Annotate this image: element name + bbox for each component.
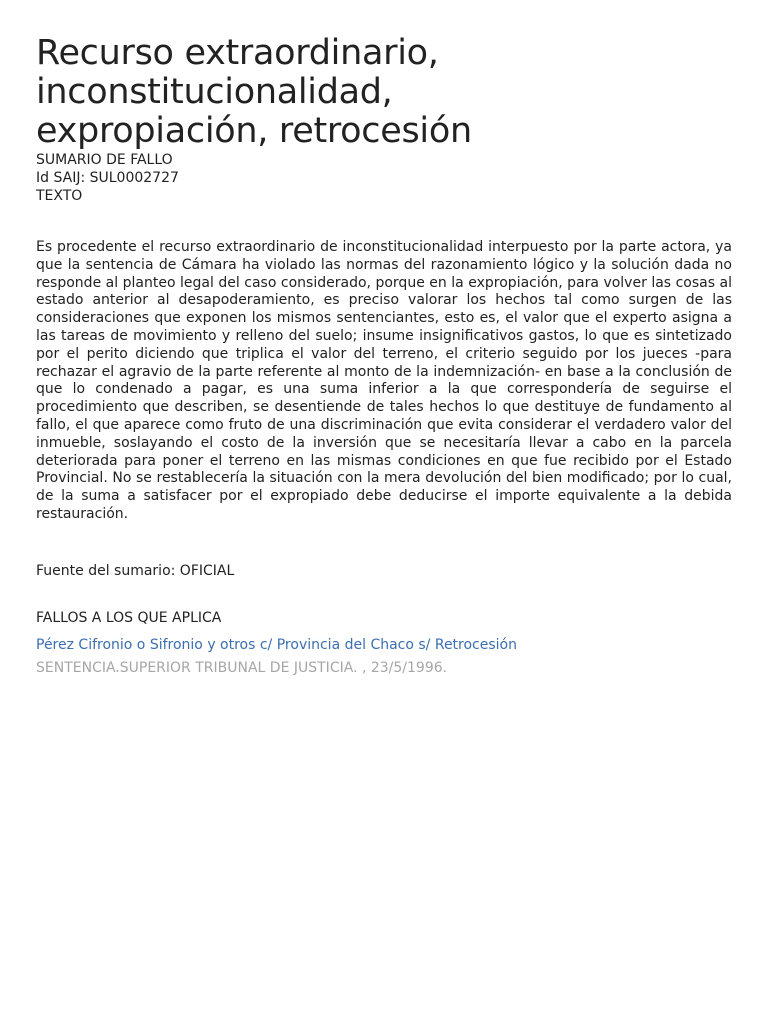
section-label: TEXTO [36,188,83,204]
title-line: Recurso extraordinario, [36,33,439,73]
title-line: inconstitucionalidad, [36,72,393,112]
case-court-info: SENTENCIA.SUPERIOR TRIBUNAL DE JUSTICIA. , 23/5/1996. [36,659,448,676]
summary-source: Fuente del sumario: OFICIAL [36,562,235,579]
document-page [36,34,732,677]
document-meta [36,151,732,205]
page-title [36,34,732,151]
title-line: expropiación, retrocesión [36,111,472,151]
summary-body: Es procedente el recurso extraordinario de inconstitucionalidad interpuesto por la parte actora, ya que la sentencia de Cámara ha violado las normas del razonamiento lógico y la solución dada no responde al planteo legal del caso considerado, porque en la expropiación, para volver las cosas al estado anterior al desapoderamiento, es preciso valorar los hechos tal como surgen de las consideraciones que exponen los mismos sentenciantes, esto es, el valor que el experto asigna a las tareas de movimiento y relleno del suelo; insume insignificativos gastos, lo que es sintetizado por el perito diciendo que triplica el valor del terreno, el criterio seguido por los jueces -para rechazar el agravio de la parte referente al monto de la indemnización- en base a la conclusión de que lo condenado a pagar, es una suma inferior a la que correspondería de seguirse el procedimiento que describen, se desentiende de tales hechos lo que destituye de fundamento al fallo, el que aparece como fruto de una discriminación que evita considerar el verdadero valor del inmueble, soslayando el costo de la inversión que se necesitaría llevar a cabo en la parcela deteriorada para poner el terreno en las mismas condiciones en que fue recibido por el Estado Provincial. No se restablecería la situación con la mera devolución del bien modificado; por lo cual, de la suma a satisfacer por el expropiado debe deducirse el importe equivalente a la debida restauración. [36,239,732,522]
case-link[interactable]: Pérez Cifronio o Sifronio y otros c/ Provincia del Chaco s/ Retrocesión [36,636,517,653]
doc-type-label: SUMARIO DE FALLO [36,152,173,168]
saij-id: Id SAIJ: SUL0002727 [36,170,179,186]
applies-heading: FALLOS A LOS QUE APLICA [36,609,222,626]
